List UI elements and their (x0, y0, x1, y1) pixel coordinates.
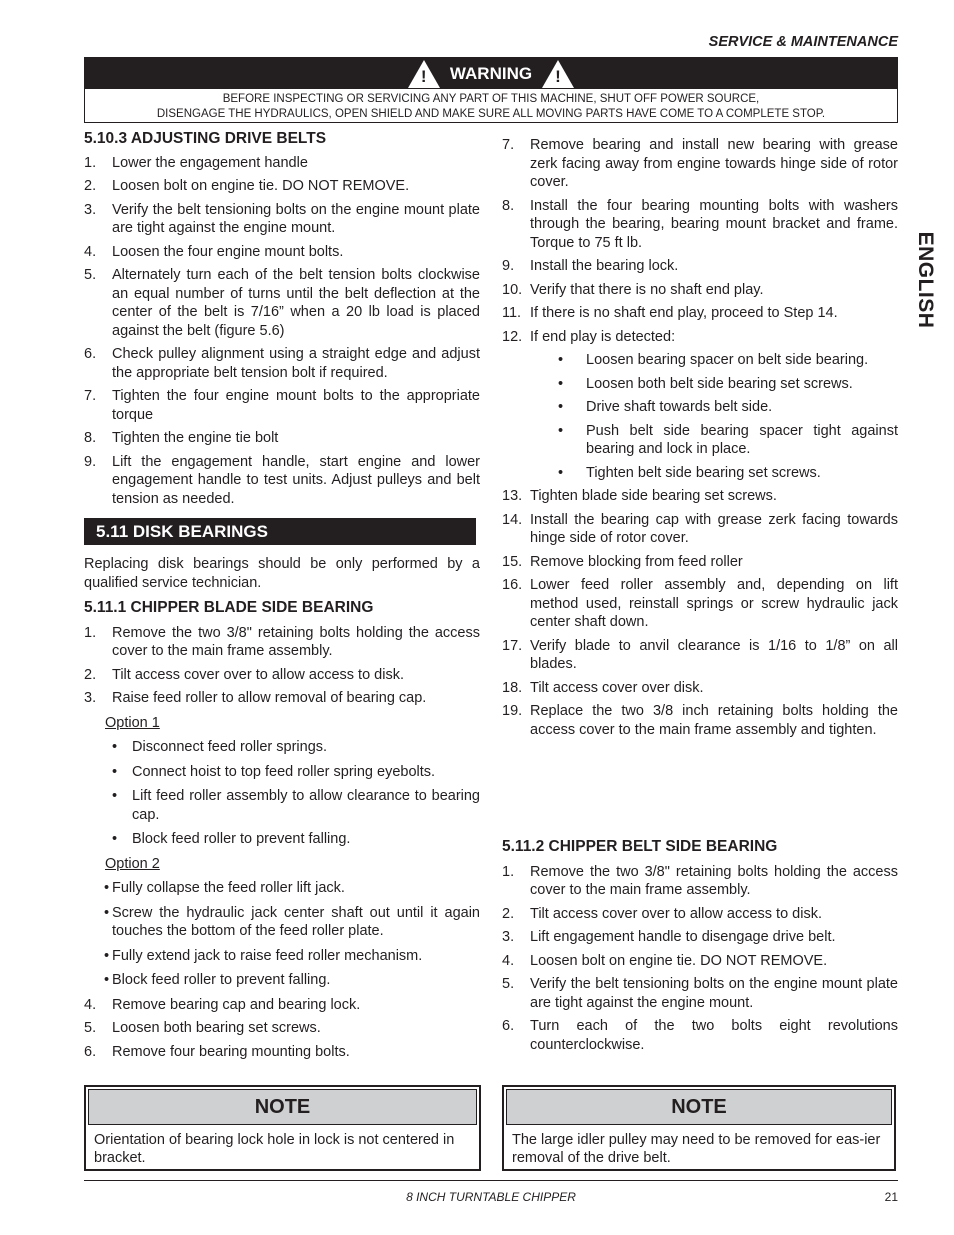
bullet-text: Block feed roller to prevent falling. (132, 831, 351, 847)
step-number: 4. (84, 243, 97, 260)
option-heading: Option 1 (105, 714, 160, 731)
step-text: Tighten the engine tie bolt (112, 430, 279, 446)
step-item (502, 304, 898, 323)
bullet-icon: • (558, 399, 564, 415)
bullet-item (558, 422, 898, 459)
step-number: 8. (84, 430, 97, 446)
step-number: 4. (84, 996, 97, 1013)
bullet-item (558, 375, 898, 394)
bullet-text: Drive shaft towards belt side. (586, 399, 773, 415)
step-number: 8. (502, 197, 515, 214)
bullet-icon: • (112, 739, 118, 755)
bullet-icon: • (112, 831, 118, 847)
step-item (84, 154, 480, 173)
section-intro: Replacing disk bearings should be only performed by a qualified service technician. (84, 556, 480, 591)
step-text: Lower the engagement handle (112, 154, 308, 171)
bullet-item (104, 879, 480, 898)
step-text: If there is no shaft end play, proceed to Step 14. (530, 305, 838, 321)
step-item (84, 243, 480, 262)
step-number: 5. (84, 267, 97, 283)
step-item (84, 387, 480, 424)
section-title: 5.11.2 CHIPPER BELT SIDE BEARING (502, 838, 778, 855)
running-header: SERVICE & MAINTENANCE (708, 34, 898, 50)
bullet-icon: • (558, 464, 564, 481)
bullet-icon: • (558, 422, 564, 439)
step-text: Remove bearing and install new bearing with grease zerk facing away from engine towards hinge side of rotor cover. (530, 137, 898, 190)
bullet-item (104, 947, 480, 966)
step-text: Install the four bearing mounting bolts with washers through the bearing, bearing mount bracket and frame. Torque to 75 ft lb. (530, 197, 898, 251)
page-number: 21 (884, 1190, 898, 1204)
step-item (84, 689, 480, 708)
bullet-item (558, 464, 898, 483)
step-list (502, 863, 898, 1055)
bullet-icon: • (558, 375, 564, 392)
step-number: 2. (84, 178, 97, 194)
note-title: NOTE (88, 1089, 477, 1125)
language-tab: ENGLISH (914, 231, 937, 329)
step-text: Raise feed roller to allow removal of bearing cap. (112, 690, 427, 706)
step-number: 19. (502, 703, 523, 719)
section-title: 5.10.3 ADJUSTING DRIVE BELTS (84, 130, 327, 147)
step-list (502, 487, 898, 739)
step-text: Verify the belt tensioning bolts on the engine mount plate are tight against the engine mount. (112, 201, 480, 236)
step-text: Verify the belt tensioning bolts on the engine mount plate are tight against the engine mount. (530, 976, 898, 1011)
step-text: Loosen both bearing set screws. (112, 1020, 321, 1036)
warning-triangle-icon: ! (408, 60, 440, 88)
bullet-icon: • (112, 763, 118, 780)
step-list (84, 996, 480, 1062)
step-number: 2. (502, 905, 515, 922)
step-list (84, 624, 480, 708)
bullet-text: Loosen both belt side bearing set screws. (586, 375, 853, 392)
step-number: 2. (84, 666, 97, 683)
step-text: Remove four bearing mounting bolts. (112, 1043, 350, 1060)
bullet-icon: • (104, 880, 110, 896)
step-number: 9. (502, 258, 515, 274)
step-number: 12. (502, 328, 523, 345)
step-item (502, 679, 898, 698)
footer-product: 8 INCH TURNTABLE CHIPPER (406, 1190, 576, 1204)
step-number: 10. (502, 281, 523, 298)
step-text: Tilt access cover over to allow access to disk. (112, 666, 404, 683)
step-text: Remove the two 3/8" retaining bolts holding the access cover to the main frame assembly. (530, 863, 898, 898)
step-text: Verify that there is no shaft end play. (530, 281, 764, 298)
step-item (84, 177, 480, 196)
bullet-text: Lift feed roller assembly to allow clearance to bearing cap. (132, 788, 480, 823)
step-text: Lift the engagement handle, start engine and lower engagement handle to test units. Adjust pulleys and belt tension as needed. (112, 453, 480, 507)
warning-box (84, 57, 898, 123)
step-item (502, 511, 898, 548)
step-number: 7. (84, 388, 97, 404)
note-text: The large idler pulley may need to be removed for eas-ier removal of the drive belt. (512, 1132, 881, 1166)
step-number: 4. (502, 952, 515, 969)
step-item (502, 576, 898, 632)
step-text: Tighten the four engine mount bolts to the appropriate torque (112, 388, 480, 423)
step-number: 16. (502, 577, 523, 593)
warning-label: WARNING (449, 63, 533, 83)
step-number: 11. (502, 305, 522, 321)
step-text: Remove bearing cap and bearing lock. (112, 996, 361, 1013)
step-number: 9. (84, 453, 97, 470)
step-item (502, 257, 898, 276)
step-item (84, 1019, 480, 1038)
step-number: 6. (502, 1018, 515, 1034)
bullet-icon: • (104, 904, 110, 921)
bullet-text: Screw the hydraulic jack center shaft out until it again touches the bottom of the feed roller plate. (112, 904, 480, 939)
step-item (502, 487, 898, 506)
warning-triangle-icon: ! (542, 60, 574, 88)
step-text: Loosen the four engine mount bolts. (112, 243, 344, 260)
step-item (84, 624, 480, 661)
step-item (502, 975, 898, 1012)
step-number: 18. (502, 679, 523, 696)
right-column-lower (502, 838, 898, 1059)
step-item (502, 136, 898, 192)
step-text: Tighten blade side bearing set screws. (530, 488, 777, 504)
note-box-left (84, 1085, 481, 1171)
option-heading: Option 2 (105, 855, 160, 872)
step-number: 3. (502, 929, 515, 945)
section-bar: 5.11 DISK BEARINGS (84, 518, 476, 545)
note-box-right (502, 1085, 896, 1171)
option-list (84, 738, 480, 849)
step-number: 14. (502, 511, 523, 528)
step-text: Tilt access cover over disk. (530, 679, 704, 696)
right-column (502, 136, 898, 744)
step-text: Replace the two 3/8 inch retaining bolts holding the access cover to the main frame assembly and tighten. (530, 703, 898, 738)
step-number: 1. (502, 863, 515, 880)
step-list (84, 154, 480, 509)
bullet-item (112, 763, 480, 782)
bullet-list (502, 351, 898, 482)
step-number: 5. (502, 976, 515, 992)
step-item (502, 328, 898, 347)
step-item (502, 863, 898, 900)
step-list (502, 136, 898, 346)
bullet-text: Block feed roller to prevent falling. (112, 972, 331, 988)
step-number: 1. (84, 154, 97, 171)
step-number: 6. (84, 1043, 97, 1060)
step-text: Lower feed roller assembly and, depending on lift method used, reinstall springs or screw hydraulic jack center shaft down. (530, 577, 898, 630)
bullet-item (112, 787, 480, 824)
bullet-text: Push belt side bearing spacer tight against bearing and lock in place. (586, 422, 898, 457)
step-text: Alternately turn each of the belt tension bolts clockwise an equal number of turns until the belt deflection at the center of the belt is 7/16” when a 20 lb load is placed against the belt (figure 5.6) (112, 267, 480, 339)
step-text: Loosen bolt on engine tie. DO NOT REMOVE. (112, 178, 410, 194)
bullet-text: Connect hoist to top feed roller spring eyebolts. (132, 763, 436, 780)
step-item (502, 928, 898, 947)
step-item (502, 637, 898, 674)
bullet-item (104, 904, 480, 941)
footer-rule (84, 1180, 898, 1181)
bullet-item (558, 398, 898, 417)
step-number: 3. (84, 690, 97, 706)
option-list (84, 879, 480, 990)
step-item (84, 453, 480, 509)
bullet-text: Fully collapse the feed roller lift jack. (112, 880, 345, 896)
step-text: Lift engagement handle to disengage drive belt. (530, 929, 836, 945)
bullet-icon: • (558, 352, 564, 368)
step-text: Turn each of the two bolts eight revolutions counterclockwise. (530, 1018, 898, 1053)
step-item (502, 702, 898, 739)
note-title: NOTE (506, 1089, 892, 1125)
step-text: Install the bearing cap with grease zerk facing towards hinge side of rotor cover. (530, 511, 898, 546)
step-item (84, 201, 480, 238)
step-item (502, 905, 898, 924)
step-number: 15. (502, 553, 523, 570)
step-text: Verify blade to anvil clearance is 1/16 to 1/8” on all blades. (530, 637, 898, 672)
step-item (84, 1043, 480, 1062)
bullet-icon: • (104, 947, 110, 964)
step-item (502, 197, 898, 253)
step-number: 1. (84, 624, 97, 641)
step-item (502, 1017, 898, 1054)
step-item (502, 281, 898, 300)
step-item (502, 553, 898, 572)
step-number: 5. (84, 1020, 97, 1036)
bullet-item (558, 351, 898, 370)
step-text: Check pulley alignment using a straight edge and adjust the appropriate belt tension bolt if required. (112, 346, 480, 381)
bullet-text: Tighten belt side bearing set screws. (586, 464, 821, 481)
step-item (84, 429, 480, 448)
step-item (84, 345, 480, 382)
step-number: 3. (84, 201, 97, 218)
step-number: 13. (502, 488, 523, 504)
step-item (502, 952, 898, 971)
bullet-icon: • (104, 972, 110, 988)
bullet-text: Loosen bearing spacer on belt side bearing. (586, 352, 869, 368)
left-column (84, 130, 480, 1066)
warning-text: BEFORE INSPECTING OR SERVICING ANY PART OF THIS MACHINE, SHUT OFF POWER SOURCE, DISENGAGE THE HYDRAULICS, OPEN SHIELD AND MAKE SURE ALL MOVING PARTS HAVE COME TO A COMPLETE STOP. (156, 93, 826, 120)
step-text: If end play is detected: (530, 328, 676, 345)
note-text: Orientation of bearing lock hole in lock is not centered in bracket. (94, 1132, 455, 1166)
section-title: 5.11.1 CHIPPER BLADE SIDE BEARING (84, 599, 374, 616)
step-number: 6. (84, 346, 97, 362)
step-text: Install the bearing lock. (530, 258, 679, 274)
bullet-icon: • (112, 788, 118, 804)
step-text: Loosen bolt on engine tie. DO NOT REMOVE. (530, 952, 828, 969)
bullet-item (112, 830, 480, 849)
step-number: 17. (502, 637, 523, 654)
step-text: Remove blocking from feed roller (530, 553, 743, 570)
bullet-text: Fully extend jack to raise feed roller mechanism. (112, 947, 423, 964)
bullet-item (104, 971, 480, 990)
step-text: Remove the two 3/8" retaining bolts holding the access cover to the main frame assembly. (112, 624, 480, 659)
bullet-text: Disconnect feed roller springs. (132, 739, 328, 755)
step-number: 7. (502, 137, 515, 153)
step-item (84, 266, 480, 340)
bullet-item (112, 738, 480, 757)
step-item (84, 996, 480, 1015)
step-text: Tilt access cover over to allow access to disk. (530, 905, 822, 922)
step-item (84, 666, 480, 685)
warning-banner (85, 58, 897, 89)
